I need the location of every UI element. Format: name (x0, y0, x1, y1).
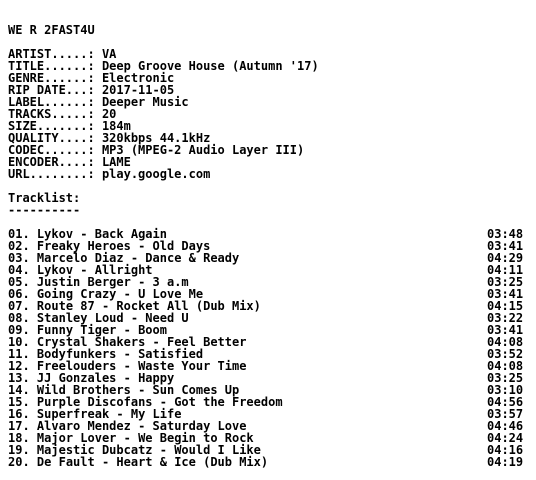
track-number: 18. (8, 431, 30, 445)
info-value: MP3 (MPEG-2 Audio Layer III) (101, 143, 305, 157)
info-separator: : (87, 155, 102, 169)
track-number: 06. (8, 287, 30, 301)
track-row (8, 456, 530, 468)
track-title: Superfreak - My Life (36, 407, 182, 421)
info-separator: : (87, 47, 102, 61)
track-duration: 04:11 (487, 263, 524, 277)
info-value: 184m (101, 119, 131, 133)
info-label: RIP DATE... (8, 83, 88, 97)
track-duration: 04:56 (487, 395, 524, 409)
info-label: ARTIST..... (8, 47, 88, 61)
track-title: Wild Brothers - Sun Comes Up (36, 383, 240, 397)
track-duration: 03:41 (487, 287, 524, 301)
track-number: 04. (8, 263, 30, 277)
info-value: Electronic (101, 71, 175, 85)
info-separator: : (87, 167, 102, 181)
info-value: 20 (101, 107, 117, 121)
spacer (8, 180, 530, 192)
info-label: QUALITY.... (8, 131, 88, 145)
track-title: JJ Gonzales - Happy (36, 371, 175, 385)
info-separator: : (87, 71, 102, 85)
info-label: LABEL...... (8, 95, 88, 109)
info-separator: : (87, 131, 102, 145)
track-number: 19. (8, 443, 30, 457)
info-label: GENRE...... (8, 71, 88, 85)
info-separator: : (87, 107, 102, 121)
track-number: 17. (8, 419, 30, 433)
track-title: Freaky Heroes - Old Days (36, 239, 211, 253)
track-duration: 03:25 (487, 275, 524, 289)
track-number: 11. (8, 347, 30, 361)
track-gap (30, 455, 37, 469)
track-duration: 04:46 (487, 419, 524, 433)
info-separator: : (87, 83, 102, 97)
track-number: 13. (8, 371, 30, 385)
tracklist-heading: Tracklist: (8, 191, 81, 205)
info-label: ENCODER.... (8, 155, 88, 169)
track-duration: 04:08 (487, 359, 524, 373)
track-number: 01. (8, 227, 30, 241)
track-duration: 03:25 (487, 371, 524, 385)
track-number: 16. (8, 407, 30, 421)
info-separator: : (87, 119, 102, 133)
track-duration: 03:52 (487, 347, 524, 361)
track-title: Justin Berger - 3 a.m (36, 275, 189, 289)
track-title: Major Lover - We Begin to Rock (36, 431, 254, 445)
track-number: 08. (8, 311, 30, 325)
info-label: URL........ (8, 167, 88, 181)
track-number: 20. (8, 455, 30, 469)
track-number: 03. (8, 251, 30, 265)
track-title: Going Crazy - U Love Me (36, 287, 204, 301)
track-duration: 04:16 (487, 443, 524, 457)
track-duration: 04:29 (487, 251, 524, 265)
track-duration: 03:22 (487, 311, 524, 325)
info-label: CODEC...... (8, 143, 88, 157)
track-title: Lykov - Back Again (36, 227, 167, 241)
track-title: Majestic Dubcatz - Would I Like (36, 443, 261, 457)
track-title: Freelouders - Waste Your Time (36, 359, 247, 373)
info-url (8, 168, 530, 180)
track-number: 05. (8, 275, 30, 289)
info-value: 320kbps 44.1kHz (101, 131, 211, 145)
track-title: Crystal Shakers - Feel Better (36, 335, 247, 349)
info-value: play.google.com (101, 167, 211, 181)
track-number: 14. (8, 383, 30, 397)
info-value: LAME (101, 155, 131, 169)
info-block (8, 48, 530, 180)
track-duration: 03:41 (487, 323, 524, 337)
track-duration: 04:08 (487, 335, 524, 349)
track-duration: 03:57 (487, 407, 524, 421)
nfo-document (8, 24, 530, 468)
track-number: 12. (8, 359, 30, 373)
info-value: Deep Groove House (Autumn '17) (101, 59, 319, 73)
track-duration: 04:19 (487, 455, 524, 469)
tracklist-underline: ---------- (8, 203, 81, 217)
track-title: Purple Discofans - Got the Freedom (36, 395, 283, 409)
track-duration: 04:15 (487, 299, 524, 313)
info-label: TRACKS..... (8, 107, 88, 121)
track-number: 07. (8, 299, 30, 313)
track-title: Lykov - Allright (36, 263, 153, 277)
track-number: 02. (8, 239, 30, 253)
track-title: De Fault - Heart & Ice (Dub Mix) (36, 455, 269, 469)
info-value: 2017-11-05 (101, 83, 175, 97)
track-number: 09. (8, 323, 30, 337)
info-separator: : (87, 143, 102, 157)
track-number: 15. (8, 395, 30, 409)
track-duration: 03:10 (487, 383, 524, 397)
track-title: Route 87 - Rocket All (Dub Mix) (36, 299, 261, 313)
track-title: Marcelo Diaz - Dance & Ready (36, 251, 240, 265)
track-title: Stanley Loud - Need U (36, 311, 189, 325)
info-value: VA (101, 47, 117, 61)
track-duration: 03:41 (487, 239, 524, 253)
info-separator: : (87, 95, 102, 109)
release-title: WE R 2FAST4U (8, 23, 95, 37)
track-number: 10. (8, 335, 30, 349)
track-title: Alvaro Mendez - Saturday Love (36, 419, 247, 433)
info-label: TITLE...... (8, 59, 88, 73)
track-title: Bodyfunkers - Satisfied (36, 347, 204, 361)
info-separator: : (87, 59, 102, 73)
info-label: SIZE....... (8, 119, 88, 133)
track-duration: 03:48 (487, 227, 524, 241)
track-duration: 04:24 (487, 431, 524, 445)
info-value: Deeper Music (101, 95, 189, 109)
track-title: Funny Tiger - Boom (36, 323, 167, 337)
tracklist (8, 228, 530, 468)
